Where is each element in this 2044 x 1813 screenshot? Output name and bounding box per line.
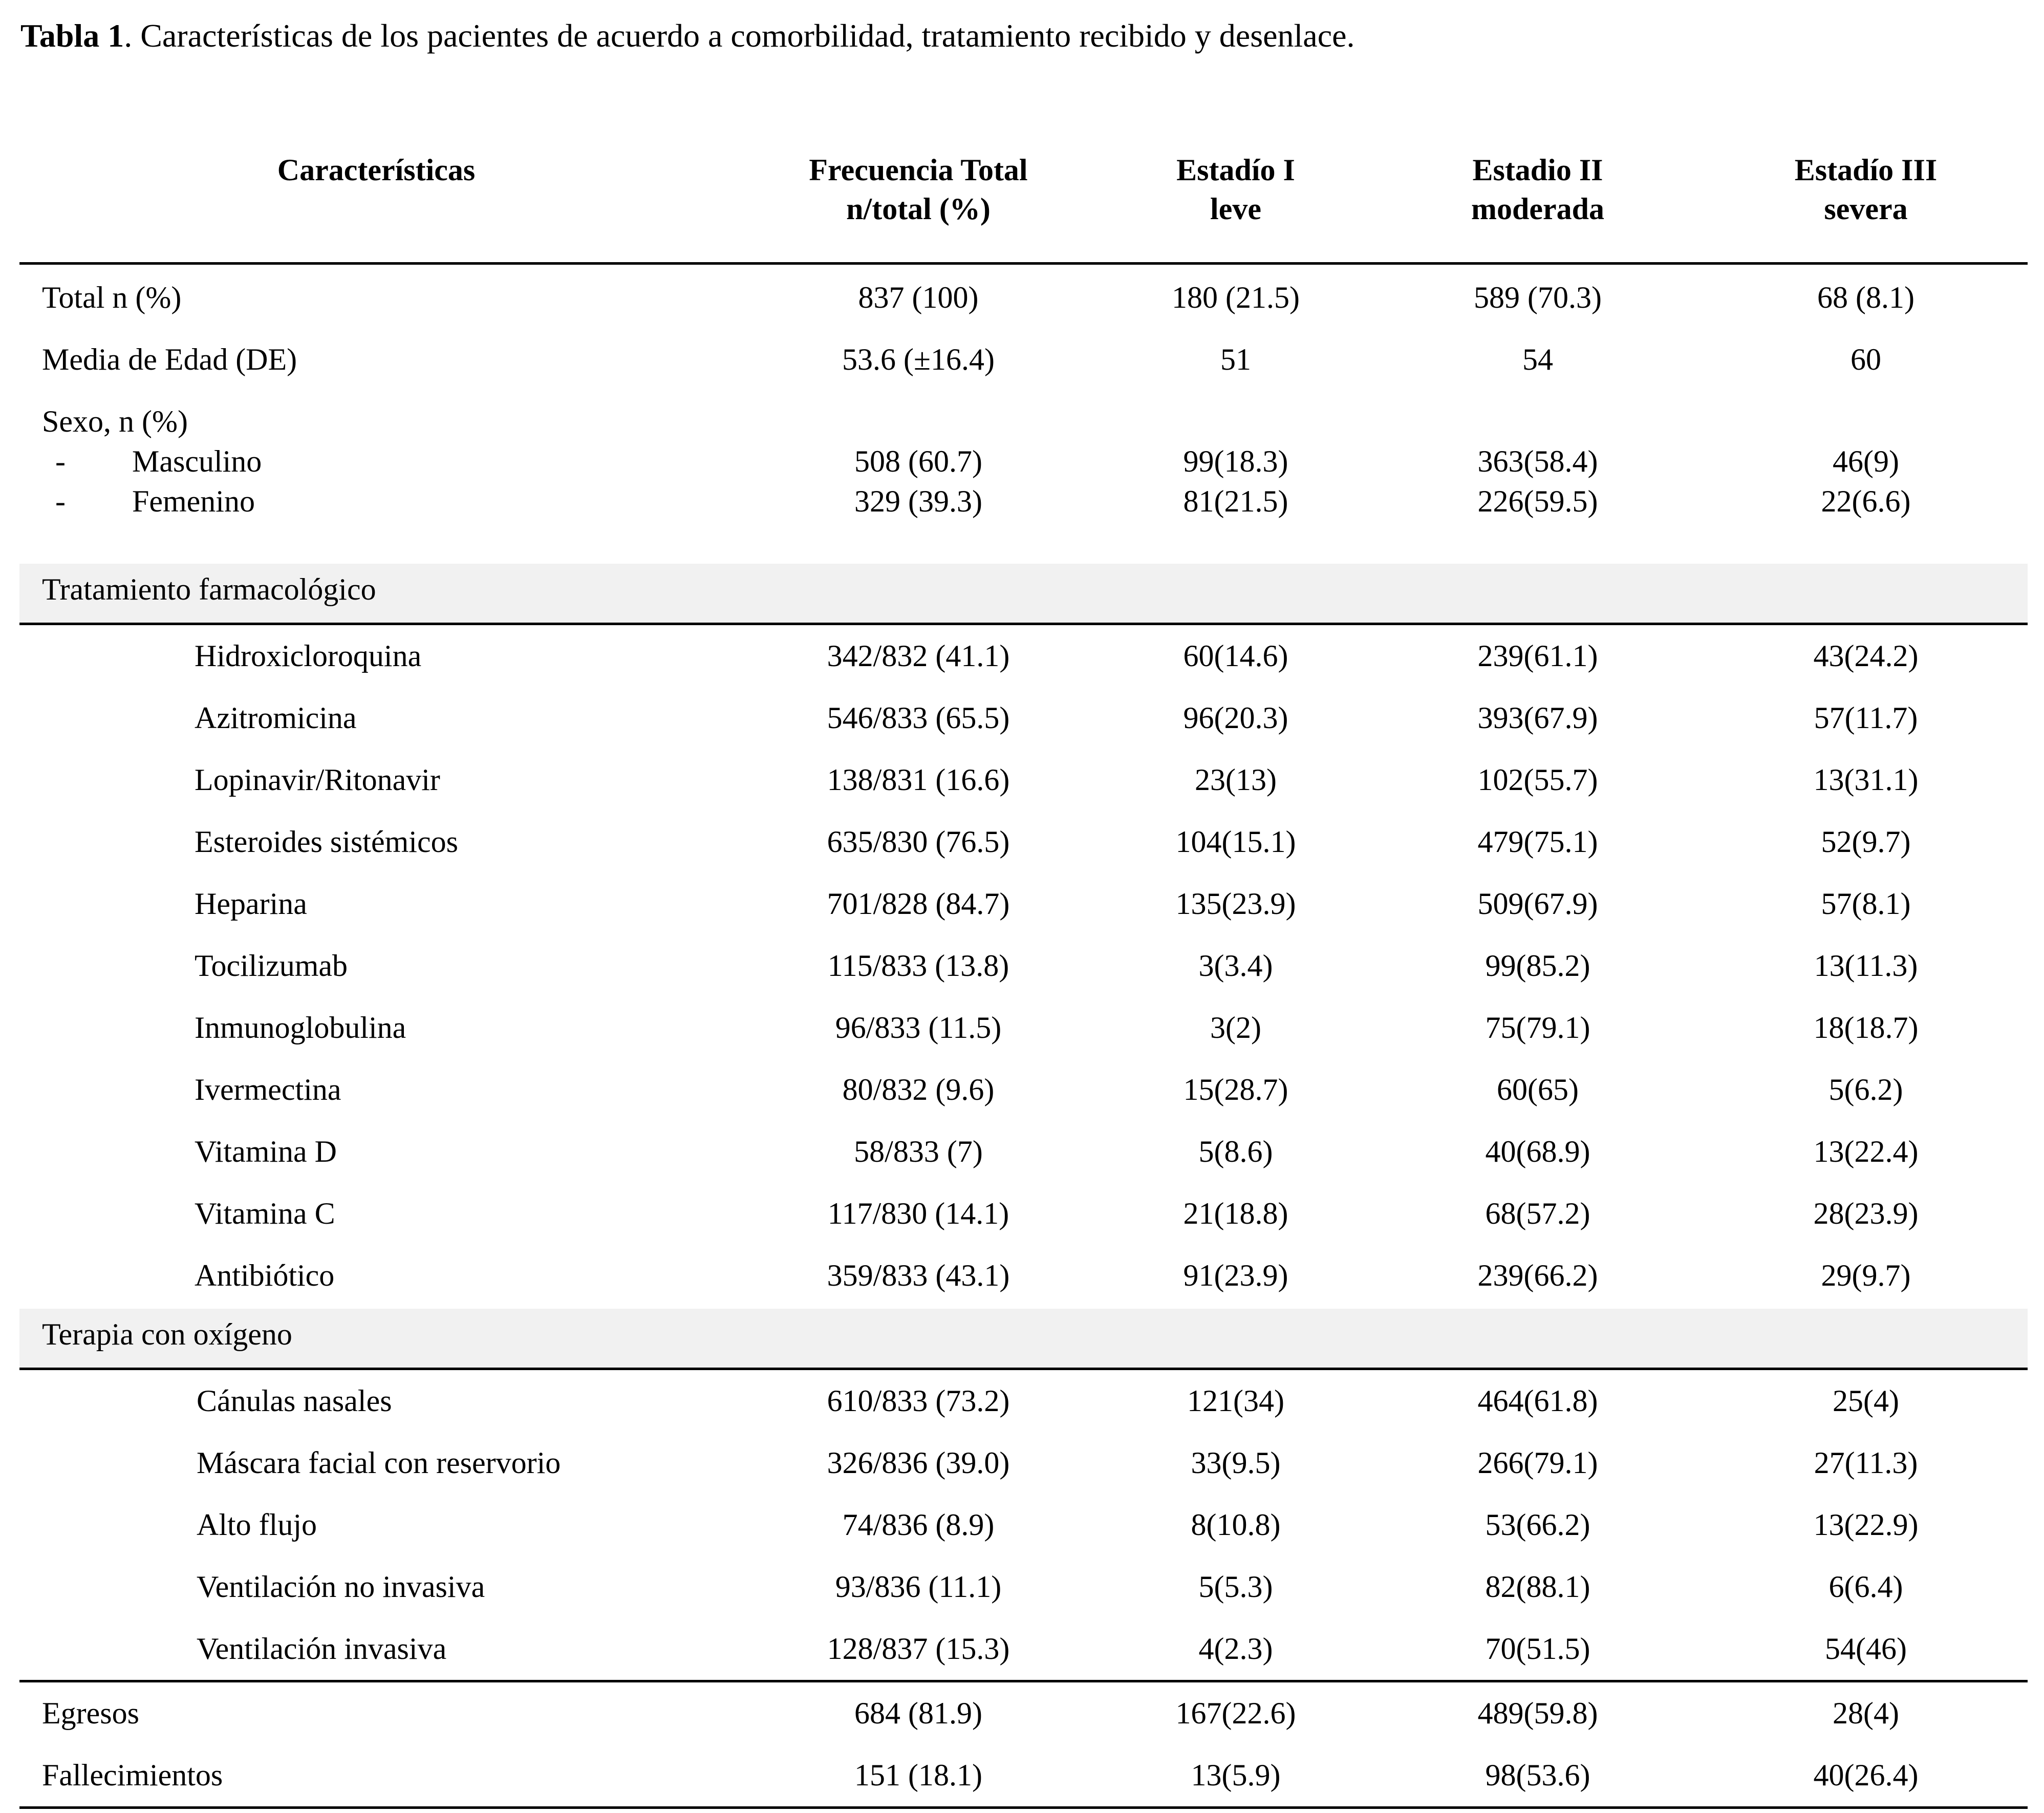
table-row: [19, 1059, 2028, 1121]
cell-total: 96/833 (11.5): [835, 1011, 1002, 1044]
cell-total: 359/833 (43.1): [827, 1259, 1010, 1292]
cell-estadio-i: 13(5.9): [1191, 1758, 1281, 1792]
cell-estadio-iii: 25(4): [1833, 1384, 1899, 1418]
cell-total: 546/833 (65.5): [827, 701, 1010, 735]
cell-total: 58/833 (7): [854, 1135, 983, 1168]
row-label: Esteroides sistémicos: [195, 825, 458, 859]
header-estadio-ii: [1471, 151, 1604, 228]
cell-total: 138/831 (16.6): [827, 763, 1010, 797]
table-row: [19, 1245, 2028, 1307]
header-text: moderada: [1471, 192, 1604, 226]
header-text: Estadío III: [1794, 153, 1938, 187]
header-text: severa: [1824, 192, 1908, 226]
cell-estadio-i: 23(13): [1195, 763, 1277, 797]
cell-estadio-ii: 266(79.1): [1477, 1446, 1598, 1480]
cell-estadio-ii: 226(59.5): [1477, 484, 1598, 518]
table-row: [19, 267, 2028, 329]
cell-estadio-iii: 27(11.3): [1814, 1446, 1918, 1480]
cell-estadio-i: 121(34): [1187, 1384, 1284, 1418]
cell-total: 128/837 (15.3): [827, 1632, 1010, 1666]
cell-estadio-ii: 393(67.9): [1477, 701, 1598, 735]
header-frecuencia-total: [809, 151, 1027, 228]
cell-total: 80/832 (9.6): [842, 1073, 995, 1106]
cell-total: 93/836 (11.1): [835, 1570, 1002, 1604]
cell-estadio-iii: 13(22.4): [1813, 1135, 1919, 1168]
row-label: Antibiótico: [195, 1259, 335, 1292]
table-row: [19, 1618, 2028, 1680]
cell-total: 610/833 (73.2): [827, 1384, 1010, 1418]
cell-total: 837 (100): [858, 281, 979, 314]
cell-estadio-iii: 18(18.7): [1813, 1011, 1919, 1044]
table-row: [19, 1370, 2028, 1432]
table-row: [19, 997, 2028, 1059]
header-text: n/total (%): [846, 192, 991, 226]
cell-estadio-iii: 60: [1851, 343, 1881, 376]
cell-estadio-ii: 75(79.1): [1485, 1011, 1590, 1044]
row-label: Total n (%): [42, 281, 182, 314]
cell-estadio-ii: 53(66.2): [1485, 1508, 1590, 1542]
table-header: [19, 138, 2028, 265]
row-label: Hidroxicloroquina: [195, 639, 422, 673]
header-text: Estadio II: [1472, 153, 1603, 187]
top-rows: [19, 265, 2028, 391]
outcome-rows: [19, 1682, 2028, 1809]
caption-label: Tabla 1: [20, 17, 124, 54]
row-label: Femenino: [132, 484, 255, 518]
table-row: [19, 329, 2028, 391]
cell-total: 53.6 (±16.4): [842, 343, 995, 376]
cell-estadio-i: 3(3.4): [1198, 949, 1273, 983]
row-label: Máscara facial con reservorio: [197, 1446, 561, 1480]
header-text: Estadío I: [1176, 153, 1295, 187]
cell-total: 326/836 (39.0): [827, 1446, 1010, 1480]
row-label: Vitamina C: [195, 1197, 335, 1230]
cell-estadio-iii: 57(8.1): [1821, 887, 1911, 921]
cell-total: 74/836 (8.9): [842, 1508, 995, 1542]
cell-total: 151 (18.1): [854, 1758, 982, 1792]
bullet-dash: -: [55, 444, 66, 478]
row-label: Media de Edad (DE): [42, 343, 297, 376]
cell-estadio-ii: 489(59.8): [1477, 1696, 1598, 1730]
cell-estadio-i: 81(21.5): [1183, 484, 1288, 518]
cell-estadio-i: 91(23.9): [1183, 1259, 1288, 1292]
cell-estadio-i: 60(14.6): [1183, 639, 1288, 673]
table-row: [19, 1682, 2028, 1744]
header-caracteristicas: [277, 151, 475, 189]
cell-total: 115/833 (13.8): [827, 949, 1009, 983]
cell-estadio-i: 51: [1220, 343, 1251, 376]
cell-estadio-iii: 5(6.2): [1828, 1073, 1903, 1106]
cell-estadio-ii: 479(75.1): [1477, 825, 1598, 859]
table-row: [19, 1183, 2028, 1245]
row-label: Ivermectina: [195, 1073, 341, 1106]
cell-estadio-ii: 70(51.5): [1485, 1632, 1590, 1666]
cell-total: 684 (81.9): [854, 1696, 982, 1730]
cell-estadio-iii: 43(24.2): [1813, 639, 1919, 673]
cell-estadio-i: 21(18.8): [1183, 1197, 1288, 1230]
bullet-dash: -: [55, 484, 66, 518]
cell-estadio-i: 96(20.3): [1183, 701, 1288, 735]
cell-estadio-i: 99(18.3): [1183, 444, 1288, 478]
cell-estadio-iii: 46(9): [1833, 444, 1899, 478]
cell-estadio-i: 5(5.3): [1198, 1570, 1273, 1604]
cell-total: 635/830 (76.5): [827, 825, 1010, 859]
row-label: Lopinavir/Ritonavir: [195, 763, 440, 797]
cell-estadio-iii: 6(6.4): [1828, 1570, 1903, 1604]
header-text: Frecuencia Total: [809, 153, 1028, 187]
sexo-group: [19, 391, 2028, 533]
cell-estadio-i: 5(8.6): [1198, 1135, 1273, 1168]
cell-estadio-iii: 40(26.4): [1813, 1758, 1919, 1792]
data-table: [19, 138, 2028, 1809]
cell-estadio-iii: 29(9.7): [1821, 1259, 1911, 1292]
row-label: Tocilizumab: [195, 949, 348, 983]
cell-estadio-iii: 57(11.7): [1814, 701, 1918, 735]
header-text: Características: [277, 153, 476, 187]
row-label: Fallecimientos: [42, 1758, 223, 1792]
cell-estadio-iii: 22(6.6): [1821, 484, 1911, 518]
cell-total: 117/830 (14.1): [827, 1197, 1009, 1230]
cell-estadio-iii: 13(31.1): [1813, 763, 1919, 797]
table-row: [19, 1556, 2028, 1618]
table-row: [19, 687, 2028, 749]
row-label: Ventilación no invasiva: [197, 1570, 485, 1604]
cell-estadio-i: 3(2): [1210, 1011, 1261, 1044]
header-estadio-iii: [1795, 151, 1937, 228]
row-label: Ventilación invasiva: [197, 1632, 447, 1666]
cell-estadio-iii: 54(46): [1825, 1632, 1907, 1666]
oxigeno-rows: [19, 1370, 2028, 1682]
row-label: Masculino: [132, 444, 262, 478]
tratamiento-rows: [19, 625, 2028, 1307]
cell-total: 701/828 (84.7): [827, 887, 1010, 921]
cell-estadio-iii: 52(9.7): [1821, 825, 1911, 859]
header-estadio-i: [1176, 151, 1295, 228]
cell-estadio-ii: 68(57.2): [1485, 1197, 1590, 1230]
row-label: Inmunoglobulina: [195, 1011, 406, 1044]
table-row: [19, 811, 2028, 873]
cell-estadio-ii: 60(65): [1497, 1073, 1579, 1106]
caption-text: . Características de los pacientes de acuerdo a comorbilidad, tratamiento recibido y desenlace.: [124, 17, 1355, 54]
cell-estadio-ii: 464(61.8): [1477, 1384, 1598, 1418]
header-text: leve: [1210, 192, 1261, 226]
cell-estadio-iii: 13(11.3): [1814, 949, 1918, 983]
row-label: Heparina: [195, 887, 307, 921]
table-row: [19, 935, 2028, 997]
row-label: Cánulas nasales: [197, 1384, 392, 1418]
cell-estadio-iii: 13(22.9): [1813, 1508, 1919, 1542]
table-row: [19, 749, 2028, 811]
cell-estadio-iii: 28(23.9): [1813, 1197, 1919, 1230]
cell-total: 508 (60.7): [854, 444, 982, 478]
cell-estadio-i: 8(10.8): [1191, 1508, 1281, 1542]
table-row: [19, 1121, 2028, 1183]
cell-estadio-i: 180 (21.5): [1172, 281, 1300, 314]
cell-estadio-ii: 102(55.7): [1477, 763, 1598, 797]
section-tratamiento: [19, 564, 2028, 625]
row-label: Vitamina D: [195, 1135, 337, 1168]
section-oxigeno: [19, 1309, 2028, 1370]
cell-estadio-ii: 54: [1522, 343, 1553, 376]
table-row: [19, 1744, 2028, 1806]
row-label: Alto flujo: [197, 1508, 317, 1542]
cell-total: 329 (39.3): [854, 484, 982, 518]
cell-estadio-ii: 98(53.6): [1485, 1758, 1590, 1792]
cell-total: 342/832 (41.1): [827, 639, 1010, 673]
cell-estadio-ii: 239(66.2): [1477, 1259, 1598, 1292]
cell-estadio-i: 33(9.5): [1191, 1446, 1281, 1480]
row-label: Azitromicina: [195, 701, 357, 735]
cell-estadio-i: 167(22.6): [1175, 1696, 1296, 1730]
cell-estadio-ii: 82(88.1): [1485, 1570, 1590, 1604]
cell-estadio-ii: 40(68.9): [1485, 1135, 1590, 1168]
table-row: [19, 1432, 2028, 1494]
table-row: [19, 1494, 2028, 1556]
cell-estadio-i: 15(28.7): [1183, 1073, 1288, 1106]
section-title: Tratamiento farmacológico: [42, 572, 376, 606]
cell-estadio-ii: 509(67.9): [1477, 887, 1598, 921]
cell-estadio-ii: 239(61.1): [1477, 639, 1598, 673]
cell-estadio-i: 4(2.3): [1198, 1632, 1273, 1666]
cell-estadio-ii: 99(85.2): [1485, 949, 1590, 983]
table-row: [19, 873, 2028, 935]
sexo-title: Sexo, n (%): [42, 404, 188, 438]
cell-estadio-ii: 363(58.4): [1477, 444, 1598, 478]
cell-estadio-ii: 589 (70.3): [1474, 281, 1602, 314]
row-label: Egresos: [42, 1696, 139, 1730]
cell-estadio-iii: 28(4): [1833, 1696, 1899, 1730]
cell-estadio-i: 104(15.1): [1175, 825, 1296, 859]
section-title: Terapia con oxígeno: [42, 1317, 292, 1351]
table-caption: [20, 14, 1355, 57]
cell-estadio-i: 135(23.9): [1175, 887, 1296, 921]
table-row: [19, 625, 2028, 687]
cell-estadio-iii: 68 (8.1): [1817, 281, 1914, 314]
